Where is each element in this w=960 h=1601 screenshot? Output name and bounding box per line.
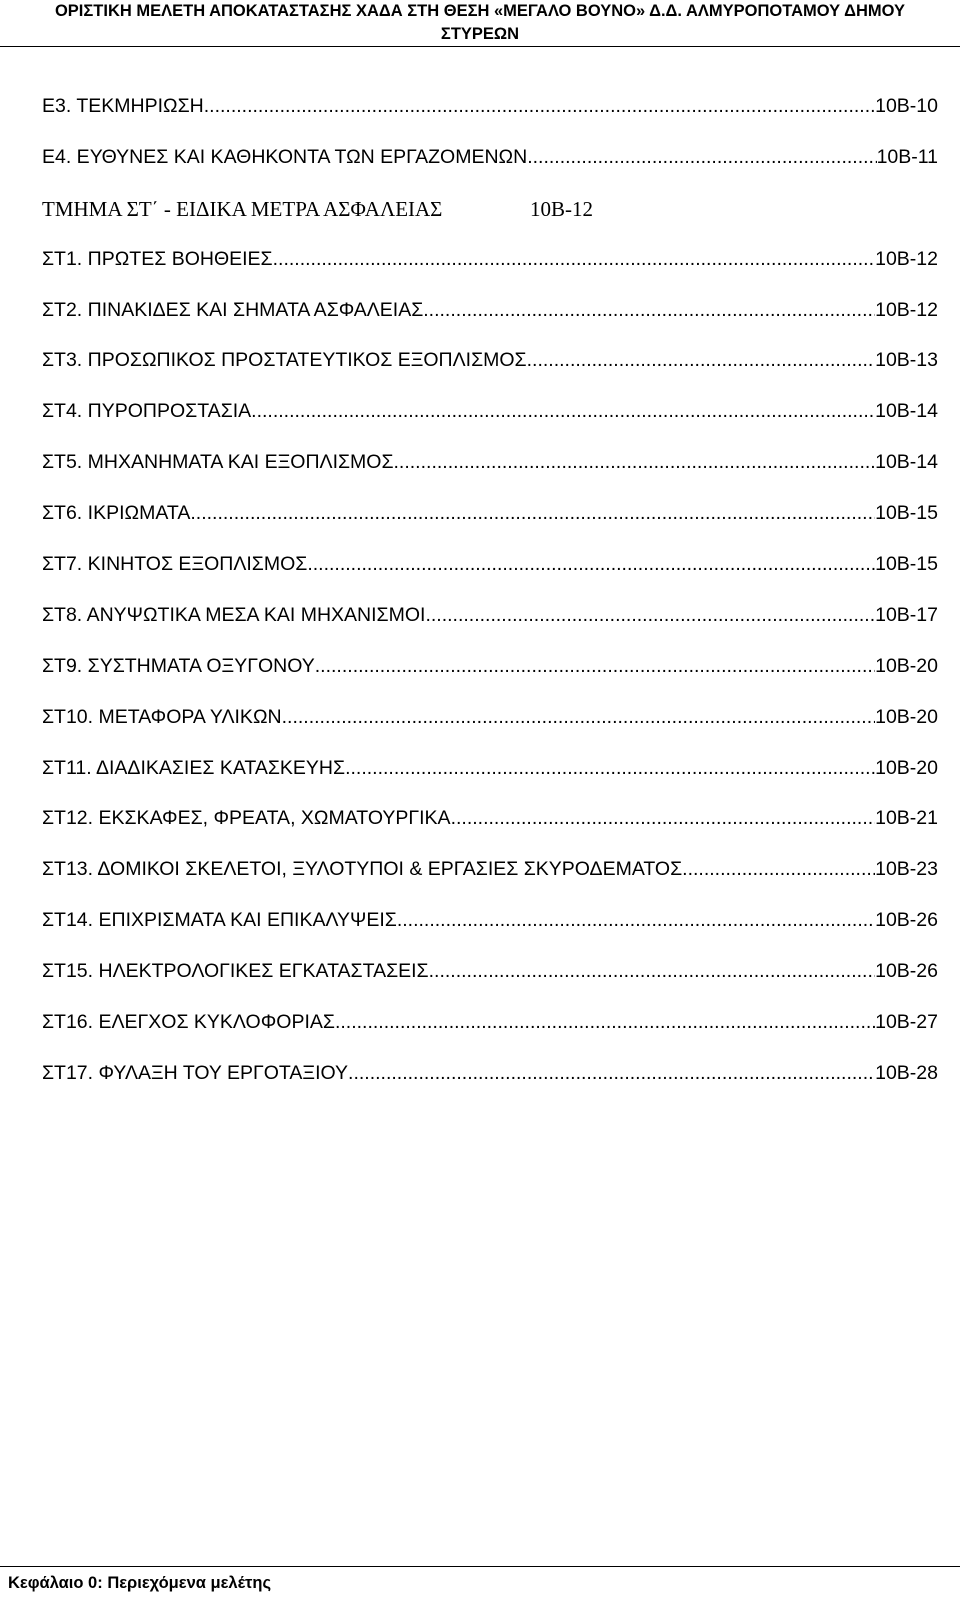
toc-entry-label: ΣΤ16. ΕΛΕΓΧΟΣ ΚΥΚΛΟΦΟΡΙΑΣ	[42, 1011, 335, 1034]
dot-leader	[345, 757, 875, 780]
dot-leader	[307, 553, 875, 576]
toc-entry-label: ΣΤ6. ΙΚΡΙΩΜΑΤΑ	[42, 502, 191, 525]
toc-entry-st2[interactable]	[42, 299, 938, 350]
page-footer: Κεφάλαιο 0: Περιεχόμενα μελέτης	[8, 1574, 272, 1592]
dot-leader	[429, 960, 875, 983]
toc-entry-page: 10Β-14	[875, 400, 938, 423]
toc-entry-page: 10Β-20	[875, 654, 938, 677]
toc-entry-page: 10Β-13	[875, 349, 938, 372]
toc-entry-label: ΣΤ11. ΔΙΑΔΙΚΑΣΙΕΣ ΚΑΤΑΣΚΕΥΗΣ	[42, 756, 346, 779]
page-header	[0, 0, 960, 47]
toc-entry-st3[interactable]	[42, 349, 938, 400]
toc-entry-page: 10Β-26	[875, 960, 938, 983]
toc-entry-page: 10Β-23	[875, 858, 938, 881]
toc-entry-label: ΣΤ2. ΠΙΝΑΚΙΔΕΣ ΚΑΙ ΣΗΜΑΤΑ ΑΣΦΑΛΕΙΑΣ	[42, 298, 424, 321]
dot-leader	[527, 349, 876, 372]
toc-entry-page: 10Β-15	[875, 553, 938, 576]
toc-entry-page: 10Β-12	[875, 298, 938, 321]
toc-entry-label: Ε4. ΕΥΘΥΝΕΣ ΚΑΙ ΚΑΘΗΚΟΝΤΑ ΤΩΝ ΕΡΓΑΖΟΜΕΝΩΝ	[42, 145, 528, 168]
toc-entry-label: ΣΤ9. ΣΥΣΤΗΜΑΤΑ ΟΞΥΓΟΝΟΥ	[42, 654, 315, 677]
toc-entry-label: ΣΤ7. ΚΙΝΗΤΟΣ ΕΞΟΠΛΙΣΜΟΣ	[42, 553, 308, 576]
dot-leader	[190, 502, 875, 525]
toc-entry-label: ΣΤ3. ΠΡΟΣΩΠΙΚΟΣ ΠΡΟΣΤΑΤΕΥΤΙΚΟΣ ΕΞΟΠΛΙΣΜΟΣ	[42, 349, 527, 372]
dot-leader	[682, 858, 875, 881]
toc-entry-st6[interactable]	[42, 502, 938, 553]
toc-entry-page: 10Β-11	[876, 145, 938, 168]
toc-entry-st10[interactable]	[42, 706, 938, 757]
toc-entry-st13[interactable]	[42, 858, 938, 909]
dot-leader	[394, 451, 876, 474]
toc-entry-label: Ε3. ΤΕΚΜΗΡΙΩΣΗ	[42, 95, 204, 117]
toc-entry-label: ΣΤ15. ΗΛΕΚΤΡΟΛΟΓΙΚΕΣ ΕΓΚΑΤΑΣΤΑΣΕΙΣ	[42, 960, 429, 983]
toc-entry-page: 10Β-21	[875, 807, 938, 830]
toc-entry-e3[interactable]	[42, 95, 938, 146]
toc-entry-page: 10Β-20	[875, 705, 938, 728]
toc-entry-st9[interactable]	[42, 655, 938, 706]
toc-entry-page: 10Β-27	[875, 1011, 938, 1034]
dot-leader	[425, 604, 875, 627]
dot-leader	[527, 146, 876, 169]
toc-entry-st5[interactable]	[42, 451, 938, 502]
footer-divider	[0, 1566, 960, 1567]
toc-entry-page: 10Β-20	[875, 756, 938, 779]
dot-leader	[348, 1062, 875, 1085]
toc-entry-st16[interactable]	[42, 1011, 938, 1062]
table-of-contents	[42, 95, 938, 1113]
toc-entry-page: 10Β-17	[875, 603, 938, 626]
toc-entry-label: ΣΤ1. ΠΡΩΤΕΣ ΒΟΗΘΕΙΕΣ	[42, 247, 273, 270]
toc-entry-label: ΣΤ4. ΠΥΡΟΠΡΟΣΤΑΣΙΑ	[42, 400, 252, 423]
toc-entry-page: 10Β-14	[875, 451, 938, 474]
toc-entry-e4[interactable]	[42, 146, 938, 197]
toc-entry-st8[interactable]	[42, 604, 938, 655]
dot-leader	[204, 95, 875, 118]
dot-leader	[251, 400, 875, 423]
dot-leader	[282, 706, 876, 729]
toc-entry-label: ΣΤ12. ΕΚΣΚΑΦΕΣ, ΦΡΕΑΤΑ, ΧΩΜΑΤΟΥΡΓΙΚΑ	[42, 807, 451, 830]
dot-leader	[397, 909, 875, 932]
toc-section-label: ΤΜΗΜΑ ΣΤ΄ - ΕΙΔΙΚΑ ΜΕΤΡΑ ΑΣΦΑΛΕΙΑΣ	[42, 196, 443, 221]
header-title-line-2: ΣΤΥΡΕΩΝ	[440, 25, 520, 43]
dot-leader	[273, 248, 875, 271]
toc-entry-st14[interactable]	[42, 909, 938, 960]
toc-entry-st17[interactable]	[42, 1062, 938, 1113]
toc-section-page: 10Β-12	[530, 196, 593, 221]
toc-entry-label: ΣΤ8. ΑΝΥΨΩΤΙΚΑ ΜΕΣΑ ΚΑΙ ΜΗΧΑΝΙΣΜΟΙ	[42, 603, 426, 626]
toc-entry-label: ΣΤ5. ΜΗΧΑΝΗΜΑΤΑ ΚΑΙ ΕΞΟΠΛΙΣΜΟΣ	[42, 451, 394, 474]
toc-entry-page: 10Β-10	[875, 95, 938, 117]
toc-entry-page: 10Β-12	[875, 247, 938, 270]
toc-entry-label: ΣΤ10. ΜΕΤΑΦΟΡΑ ΥΛΙΚΩΝ	[42, 705, 282, 728]
toc-entry-label: ΣΤ14. ΕΠΙΧΡΙΣΜΑΤΑ ΚΑΙ ΕΠΙΚΑΛΥΨΕΙΣ	[42, 909, 397, 932]
header-title-line-1: ΟΡΙΣΤΙΚΗ ΜΕΛΕΤΗ ΑΠΟΚΑΤΑΣΤΑΣΗΣ ΧΑΔΑ ΣΤΗ ΘΕΣΗ «ΜΕΓΑΛΟ ΒΟΥΝΟ» Δ.Δ. ΑΛΜΥΡΟΠΟΤΑΜΟΥ ΔΗΜΟΥ	[54, 2, 906, 20]
toc-entry-st1[interactable]	[42, 248, 938, 299]
toc-entry-page: 10Β-26	[875, 909, 938, 932]
toc-entry-st11[interactable]	[42, 757, 938, 808]
toc-entry-st7[interactable]	[42, 553, 938, 604]
dot-leader	[451, 807, 876, 830]
toc-entry-st12[interactable]	[42, 807, 938, 858]
toc-entry-label: ΣΤ17. ΦΥΛΑΞΗ ΤΟΥ ΕΡΓΟΤΑΞΙΟΥ	[42, 1061, 349, 1084]
dot-leader	[315, 655, 875, 678]
toc-entry-st15[interactable]	[42, 960, 938, 1011]
toc-entry-label: ΣΤ13. ΔΟΜΙΚΟΙ ΣΚΕΛΕΤΟΙ, ΞΥΛΟΤΥΠΟΙ & ΕΡΓΑΣΙΕΣ ΣΚΥΡΟΔΕΜΑΤΟΣ	[42, 858, 683, 881]
dot-leader	[335, 1011, 875, 1034]
toc-entry-page: 10Β-28	[875, 1061, 938, 1084]
toc-entry-st4[interactable]	[42, 400, 938, 451]
toc-section-st[interactable]	[42, 197, 938, 248]
toc-entry-page: 10Β-15	[875, 502, 938, 525]
dot-leader	[423, 299, 875, 322]
